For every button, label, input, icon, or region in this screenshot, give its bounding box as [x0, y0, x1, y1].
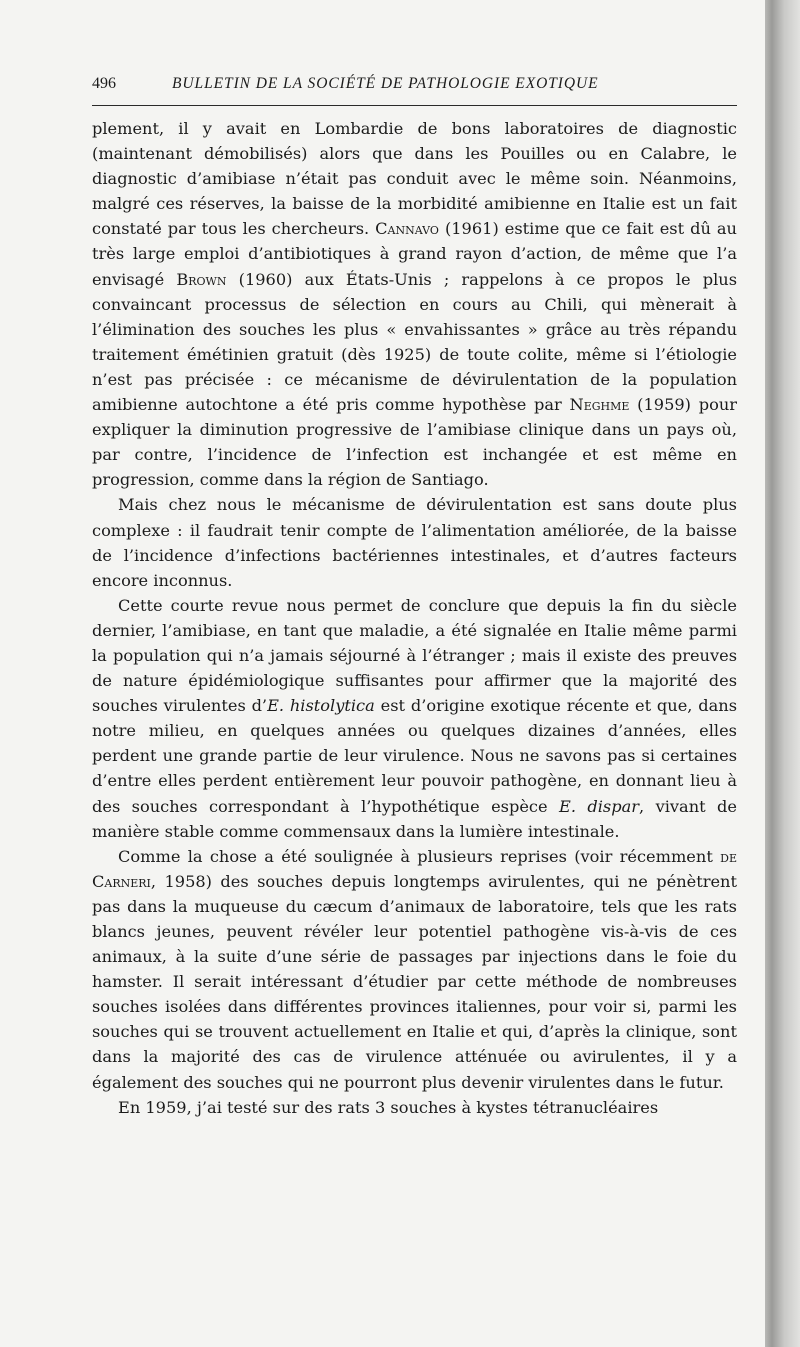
paragraph	[92, 116, 737, 492]
species-name: E. dispar	[559, 796, 639, 816]
running-header	[92, 75, 737, 106]
paragraph	[92, 492, 737, 592]
species-name: E. histolytica	[267, 696, 375, 716]
text-run: plement, il y avait en Lombardie de bons laboratoires de diagnostic (maintenant démobilisés) alors que dans les Pouilles ou en Calabre, le diagnostic d’amibiase n’était pas conduit avec le même soin. Néanmoins, malgré ces réserves, la baisse de la morbidité amibienne en Italie est un fait constaté par tous les chercheurs.	[92, 119, 737, 239]
text-run: , vivant de manière stable comme commensaux dans la lumière intestinale.	[92, 796, 737, 841]
author-name: Neghme	[569, 395, 630, 415]
author-name: Brown	[176, 269, 227, 289]
paragraph	[92, 1095, 737, 1120]
text-run: Mais chez nous le mécanisme de dévirulentation est sans doute plus complexe : il faudrait tenir compte de l’alimentation améliorée, de la baisse de l’incidence d’infections bactériennes intestinales, et d’autres facteurs encore inconnus.	[92, 495, 737, 590]
page-edge	[765, 0, 800, 1347]
text-run: (1959) pour expliquer la diminution progressive de l’amibiase clinique dans un pays où, par contre, l’incidence de l’infection est inchangée et est même en progression, comme dans la région de Santiago.	[92, 395, 737, 490]
page-number: 496	[92, 75, 116, 92]
text-run: , 1958) des souches depuis longtemps avirulentes, qui ne pénètrent pas dans la muqueuse du cæcum d’animaux de laboratoire, tels que les rats blancs jeunes, peuvent révéler leur potentiel pathogène vis-à-vis de ces animaux, à la suite d’une série de passages par injections dans le foie du hamster. Il serait intéressant d’étudier par cette méthode de nombreuses souches isolées dans différentes provinces italiennes, pour voir si, parmi les souches qui se trouvent actuellement en Italie et qui, d’après la clinique, sont dans la majorité des cas de virulence atténuée ou avirulentes, il y a également des souches qui ne pourront plus devenir virulentes dans le futur.	[92, 871, 737, 1092]
text-run: (1960) aux États-Unis ; rappelons à ce propos le plus convaincant processus de sélection en cours au Chili, qui mènerait à l’élimination des souches les plus « envahissantes » grâce au très répandu traitement émétinien gratuit (dès 1925) de toute colite, même si l’étiologie n’est pas précisée : ce mécanisme de dévirulentation de la population amibienne autochtone a été pris comme hypothèse par	[92, 269, 737, 415]
text-run: (1961) estime que ce fait est dû au très large emploi d’antibiotiques à grand rayon d’action, de même que l’a envisagé	[92, 219, 737, 289]
text-run: Cette courte revue nous permet de conclure que depuis la fin du siècle dernier, l’amibiase, en tant que maladie, a été signalée en Italie même parmi la population qui n’a jamais séjourné à l’étranger ; mais il existe des preuves de nature épidémiologique suffisantes pour affirmer que la majorité des souches virulentes d’	[92, 595, 737, 716]
paragraph	[92, 844, 737, 1095]
article-body	[92, 116, 737, 1120]
author-name: Cannavo	[375, 219, 439, 239]
text-run: En 1959, j’ai testé sur des rats 3 souches à kystes tétranucléaires	[118, 1097, 659, 1117]
journal-title: BULLETIN DE LA SOCIÉTÉ DE PATHOLOGIE EXOTIQUE	[172, 75, 599, 92]
paragraph	[92, 593, 737, 844]
text-run: est d’origine exotique récente et que, dans notre milieu, en quelques années ou quelques dizaines d’années, elles perdent une grande partie de leur virulence. Nous ne savons pas si certaines d’entre elles perdent entièrement leur pouvoir pathogène, en donnant lieu à des souches correspondant à l’hypothétique espèce	[92, 696, 738, 816]
author-name: de Carneri	[92, 846, 737, 891]
text-run: Comme la chose a été soulignée à plusieurs reprises (voir récemment	[118, 846, 721, 866]
